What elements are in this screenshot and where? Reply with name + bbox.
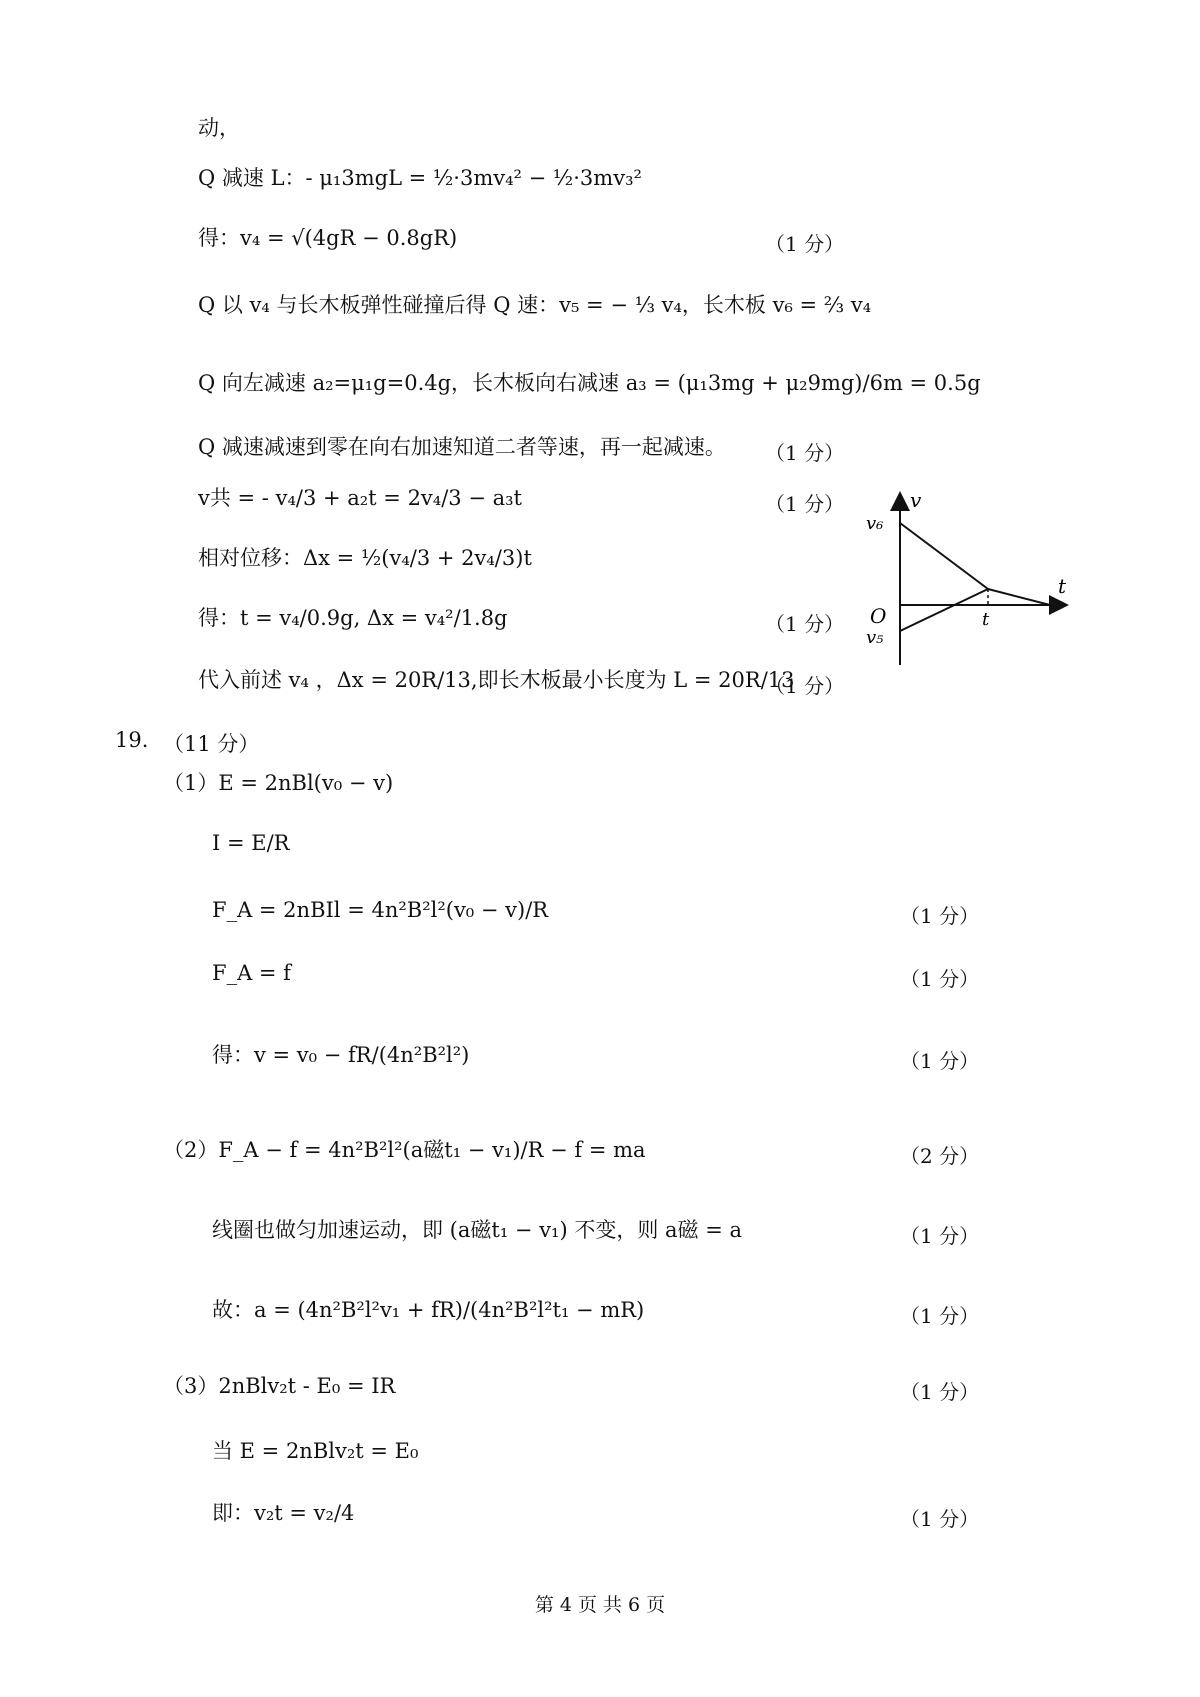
score-line-7: （1 分）: [765, 492, 845, 516]
line-18: 故：a = (4n²B²l²v₁ + fR)/(4n²B²l²t₁ − mR): [212, 1298, 645, 1322]
line-4: Q 以 v₄ 与长木板弹性碰撞后得 Q 速：v₅ = − ⅓ v₄，长木板 v₆ = ⅔ v₄: [198, 293, 872, 317]
score-line-6: （1 分）: [765, 441, 845, 465]
score-line-16: （2 分）: [900, 1144, 980, 1168]
velocity-time-graph: [860, 485, 1100, 685]
line-12: I = E/R: [212, 831, 290, 855]
line-17: 线圈也做匀加速运动，即 (a磁t₁ − v₁) 不变，则 a磁 = a: [212, 1218, 743, 1242]
score-line-18: （1 分）: [900, 1304, 980, 1328]
line-1: 动，: [198, 116, 240, 140]
t-axis-label: t: [1058, 574, 1067, 598]
score-line-17: （1 分）: [900, 1224, 980, 1248]
v-axis-label: v: [910, 488, 922, 512]
common-decel-line: [988, 589, 1050, 605]
t-mark-label: t: [982, 609, 990, 630]
line-13: F_A = 2nBIl = 4n²B²l²(v₀ − v)/R: [212, 898, 549, 922]
question-19-number: 19.: [115, 728, 149, 752]
line-9: 得：t = v₄/0.9g, Δx = v₄²/1.8g: [198, 606, 508, 630]
line-16: （2）F_A − f = 4n²B²l²(a磁t₁ − v₁)/R − f = ma: [163, 1138, 646, 1162]
line-20: 当 E = 2nBlv₂t = E₀: [212, 1439, 419, 1463]
score-line-9: （1 分）: [765, 612, 845, 636]
score-line-13: （1 分）: [900, 904, 980, 928]
line-6: Q 减速减速到零在向右加速知道二者等速，再一起减速。: [198, 435, 726, 459]
line-11: （1）E = 2nBl(v₀ − v): [163, 771, 394, 795]
line-15: 得：v = v₀ − fR/(4n²B²l²): [212, 1043, 470, 1067]
line-3: 得：v₄ = √(4gR − 0.8gR): [198, 226, 458, 250]
line-10: 代入前述 v₄ ，Δx = 20R/13,即长木板最小长度为 L = 20R/13: [198, 668, 795, 692]
score-line-3: （1 分）: [765, 232, 845, 256]
page-footer: 第 4 页 共 6 页: [534, 1594, 666, 1616]
v6-label: v₆: [866, 513, 884, 534]
line-8: 相对位移：Δx = ½(v₄/3 + 2v₄/3)t: [198, 546, 532, 570]
line-7: v共 = - v₄/3 + a₂t = 2v₄/3 − a₃t: [198, 486, 522, 510]
v6-line: [900, 523, 988, 589]
line-2: Q 减速 L：- μ₁3mgL = ½·3mv₄² − ½·3mv₃²: [198, 166, 642, 190]
score-line-21: （1 分）: [900, 1507, 980, 1531]
score-line-10: （1 分）: [765, 674, 845, 698]
line-19: （3）2nBlv₂t - E₀ = IR: [163, 1374, 396, 1398]
v5-label: v₅: [866, 627, 884, 648]
v5-line: [900, 589, 988, 631]
line-14: F_A = f: [212, 961, 291, 985]
origin-label: O: [870, 604, 887, 628]
question-19-points: （11 分）: [163, 732, 260, 756]
score-line-15: （1 分）: [900, 1049, 980, 1073]
score-line-14: （1 分）: [900, 967, 980, 991]
line-21: 即：v₂t = v₂/4: [212, 1501, 355, 1525]
score-line-19: （1 分）: [900, 1380, 980, 1404]
line-5: Q 向左减速 a₂=μ₁g=0.4g，长木板向右减速 a₃ = (μ₁3mg + μ₂9mg)/6m = 0.5g: [198, 371, 981, 395]
